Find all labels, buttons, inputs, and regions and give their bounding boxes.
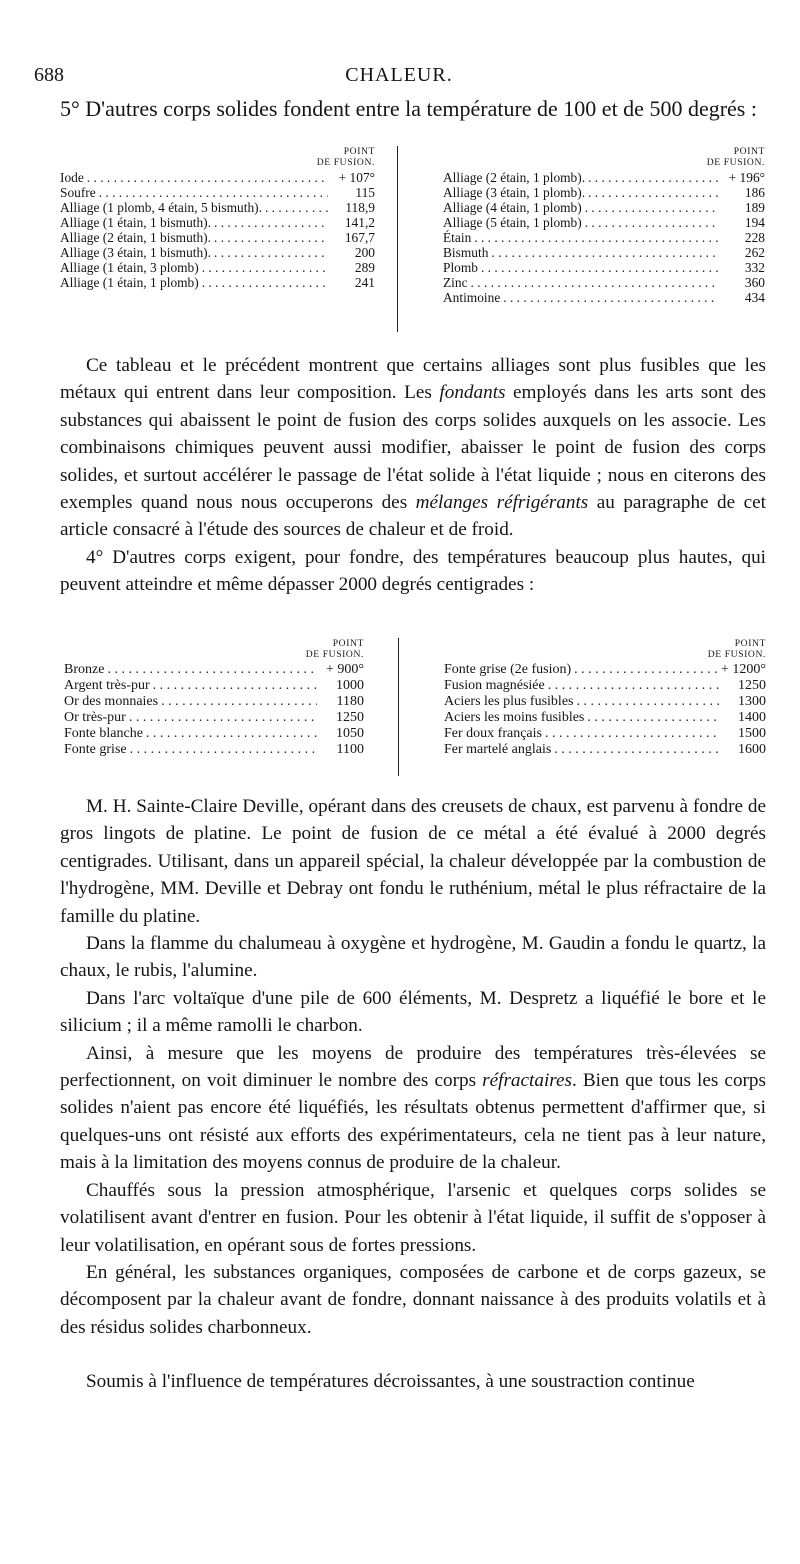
dot-leader: [588, 170, 718, 185]
page-header: [34, 64, 764, 92]
melting-point-value: 1600: [738, 742, 766, 757]
table-row: [64, 694, 364, 710]
substance-name: Alliage (1 plomb, 4 étain, 5 bismuth).: [60, 200, 262, 215]
substance-name: Fer doux français: [444, 726, 542, 741]
melting-point-value: 1100: [336, 742, 364, 757]
table1-column-divider: [397, 146, 398, 332]
melting-point-value: 1050: [336, 726, 364, 741]
dot-leader: [471, 275, 718, 290]
paragraph-2: 4° D'autres corps exigent, pour fondre, des températures beaucoup plus hautes, qui peuvent atteindre et même dépasser 2000 degrés centigrades :: [60, 546, 766, 596]
table-row: [60, 260, 375, 275]
dot-leader: [153, 678, 317, 694]
table-row: [64, 742, 364, 758]
melting-point-value: + 900°: [326, 662, 364, 677]
dot-leader: [214, 230, 328, 245]
dot-leader: [107, 662, 317, 678]
table-row: [60, 200, 375, 215]
melting-point-value: 1300: [738, 694, 766, 709]
table-row: [443, 200, 765, 215]
dot-leader: [202, 275, 328, 290]
table-row: [444, 694, 766, 710]
dot-leader: [587, 710, 719, 726]
table-row: [443, 215, 765, 230]
dot-leader: [585, 200, 718, 215]
table1-left-header: POINT DE FUSION.: [316, 146, 375, 168]
substance-name: Argent très-pur: [64, 678, 150, 693]
substance-name: Alliage (5 étain, 1 plomb): [443, 215, 582, 230]
substance-name: Fonte grise (2e fusion): [444, 662, 572, 677]
dot-leader: [588, 185, 718, 200]
melting-point-value: 200: [354, 245, 375, 260]
table-row: [60, 230, 375, 245]
running-head: CHALEUR.: [345, 64, 453, 86]
table-row: [60, 185, 375, 200]
melting-point-value: 141,2: [344, 215, 375, 230]
table1-left-column: [60, 146, 375, 290]
melting-point-value: 118,9: [345, 200, 375, 215]
table-row: [444, 678, 766, 694]
paragraph-3: M. H. Sainte-Claire Deville, opérant dans des creusets de chaux, est parvenu à fondre de gros lingots de platine. Le point de fusion de ce métal a été évalué à 2000 degrés centigrades. Utilisant, dans un appareil spécial, la chaleur développée par la combustion de l'hydrogène, MM. Deville et Debray ont fondu le ruthénium, métal le plus réfractaire de la famille du platine.: [60, 796, 766, 927]
substance-name: Alliage (2 étain, 1 bismuth).: [60, 230, 211, 245]
substance-name: Alliage (4 étain, 1 plomb): [443, 200, 582, 215]
dot-leader: [503, 290, 718, 305]
table-row: [443, 290, 765, 305]
table-row: [443, 245, 765, 260]
melting-point-value: 1250: [738, 678, 766, 693]
melting-point-value: 115: [355, 185, 375, 200]
dot-leader: [265, 200, 328, 215]
table-row: [444, 662, 766, 678]
substance-name: Alliage (3 étain, 1 plomb).: [443, 185, 586, 200]
table2-left-header: POINT DE FUSION.: [305, 638, 364, 660]
table1-right-column: [443, 146, 765, 305]
substance-name: Fer martelé anglais: [444, 742, 552, 757]
table-row: [64, 726, 364, 742]
table1-right-header: POINT DE FUSION.: [706, 146, 765, 168]
dot-leader: [576, 694, 719, 710]
substance-name: Fonte grise: [64, 742, 127, 757]
dot-leader: [548, 678, 719, 694]
table-row: [444, 742, 766, 758]
paragraph-5: Dans l'arc voltaïque d'une pile de 600 éléments, M. Despretz a liquéfié le bore et le silicium ; il a même ramolli le charbon.: [60, 987, 766, 1037]
dot-leader: [87, 170, 328, 185]
paragraph-7: Chauffés sous la pression atmosphérique, l'arsenic et quelques corps solides se volatilisent avant d'entrer en fusion. Pour les obtenir à l'état liquide, il suffit de s'opposer à leur volatilisation, en opérant sous de fortes pressions.: [60, 1179, 766, 1256]
table-row: [443, 260, 765, 275]
paragraph-8: En général, les substances organiques, composées de carbone et de corps gazeux, se décomposent par la chaleur avant de fondre, donnant naissance à des produits volatils et à des résidus solides charbonneux.: [60, 1261, 766, 1338]
melting-point-value: 1000: [336, 678, 364, 693]
melting-point-value: 167,7: [344, 230, 375, 245]
dot-leader: [214, 215, 328, 230]
page-number: 688: [34, 64, 64, 86]
melting-point-value: 228: [744, 230, 765, 245]
dot-leader: [554, 742, 719, 758]
substance-name: Zinc: [443, 275, 468, 290]
melting-point-value: 1250: [336, 710, 364, 725]
melting-point-value: 186: [744, 185, 765, 200]
dot-leader: [130, 742, 317, 758]
term-fondants: fondants: [439, 382, 506, 404]
melting-point-value: 189: [744, 200, 765, 215]
table-row: [443, 170, 765, 185]
substance-name: Étain: [443, 230, 472, 245]
table2-right-column: [444, 638, 766, 758]
melting-point-value: + 1200°: [721, 662, 766, 677]
paragraph-9: Soumis à l'influence de températures décroissantes, à une soustraction continue: [86, 1371, 695, 1393]
term-melanges-refrigerants: mélanges réfrigérants: [415, 492, 589, 514]
substance-name: Antimoine: [443, 290, 501, 305]
table2-left-column: [64, 638, 364, 758]
table-row: [64, 678, 364, 694]
substance-name: Alliage (3 étain, 1 bismuth).: [60, 245, 211, 260]
table-row: [443, 185, 765, 200]
substance-name: Bismuth: [443, 245, 489, 260]
dot-leader: [481, 260, 718, 275]
table-row: [60, 170, 375, 185]
table-row: [444, 710, 766, 726]
dot-leader: [161, 694, 317, 710]
substance-name: Aciers les plus fusibles: [444, 694, 574, 709]
dot-leader: [146, 726, 317, 742]
dot-leader: [99, 185, 328, 200]
substance-name: Plomb: [443, 260, 478, 275]
term-refractaires: réfractaires: [482, 1070, 573, 1092]
substance-name: Alliage (2 étain, 1 plomb).: [443, 170, 586, 185]
table2-column-divider: [398, 638, 399, 776]
melting-point-value: 262: [744, 245, 765, 260]
substance-name: Alliage (1 étain, 1 plomb): [60, 275, 199, 290]
table-row: [444, 726, 766, 742]
dot-leader: [585, 215, 718, 230]
substance-name: Alliage (1 étain, 1 bismuth).: [60, 215, 211, 230]
substance-name: Or des monnaies: [64, 694, 159, 709]
table-row: [443, 275, 765, 290]
melting-point-value: 1400: [738, 710, 766, 725]
paragraph-4: Dans la flamme du chalumeau à oxygène et hydrogène, M. Gaudin a fondu le quartz, la chaux, le rubis, l'alumine.: [60, 933, 766, 982]
dot-leader: [545, 726, 719, 742]
dot-leader: [491, 245, 718, 260]
dot-leader: [574, 662, 718, 678]
substance-name: Bronze: [64, 662, 105, 677]
melting-point-value: 1500: [738, 726, 766, 741]
melting-point-value: 1180: [336, 694, 364, 709]
substance-name: Fonte blanche: [64, 726, 143, 741]
substance-name: Alliage (1 étain, 3 plomb): [60, 260, 199, 275]
table-row: [443, 230, 765, 245]
section-gap: [60, 1341, 766, 1368]
table-row: [60, 245, 375, 260]
body-text: [60, 793, 766, 1396]
table2-right-header: POINT DE FUSION.: [707, 638, 766, 660]
paragraph-1: Ce tableau et le précédent montrent que certains alliages sont plus fusibles que les métaux qui entrent dans leur composition. Les fondants employés dans les arts sont des substances qui abaissent le point de fusion des corps solides auxquels on les associe. Les combinaisons chimiques peuvent aussi modifier, abaisser le point de fusion des corps solides, et surtout accélérer le passage de l'état solide à l'état liquide ; nous en citerons des exemples quand nous nous occuperons des mélanges réfrigérants au paragraphe de cet article consacré à l'étude des sources de chaleur et de froid. 4° D'autres corps exigent, pour fondre, des températures beaucoup plus hautes, qui peuvent atteindre et même dépasser 2000 degrés centigrades :: [60, 352, 766, 599]
table-row: [64, 710, 364, 726]
substance-name: Fusion magnésiée: [444, 678, 545, 693]
substance-name: Soufre: [60, 185, 96, 200]
dot-leader: [129, 710, 317, 726]
substance-name: Iode: [60, 170, 84, 185]
melting-point-value: 289: [354, 260, 375, 275]
melting-point-value: 360: [744, 275, 765, 290]
table-row: [64, 662, 364, 678]
melting-point-value: 434: [744, 290, 765, 305]
substance-name: Aciers les moins fusibles: [444, 710, 585, 725]
melting-point-value: 332: [744, 260, 765, 275]
table-row: [60, 275, 375, 290]
table-row: [60, 215, 375, 230]
melting-point-value: 194: [744, 215, 765, 230]
substance-name: Or très-pur: [64, 710, 126, 725]
intro-sentence: 5° D'autres corps solides fondent entre la température de 100 et de 500 degrés :: [60, 96, 757, 121]
dot-leader: [214, 245, 328, 260]
melting-point-value: + 196°: [728, 170, 765, 185]
paragraph-6: Ainsi, à mesure que les moyens de produire des températures très-élevées se perfectionnent, on voit diminuer le nombre des corps réfractaires. Bien que tous les corps solides n'aient pas encore été liquéfiés, les résultats obtenus permettent d'affirmer que, si quelques-uns ont résisté aux efforts des expérimentateurs, cela ne tient pas à leur nature, mais à la limitation des moyens connus de produire de la chaleur.: [60, 1042, 766, 1174]
melting-point-value: 241: [354, 275, 375, 290]
melting-point-value: + 107°: [338, 170, 375, 185]
dot-leader: [202, 260, 328, 275]
dot-leader: [474, 230, 718, 245]
